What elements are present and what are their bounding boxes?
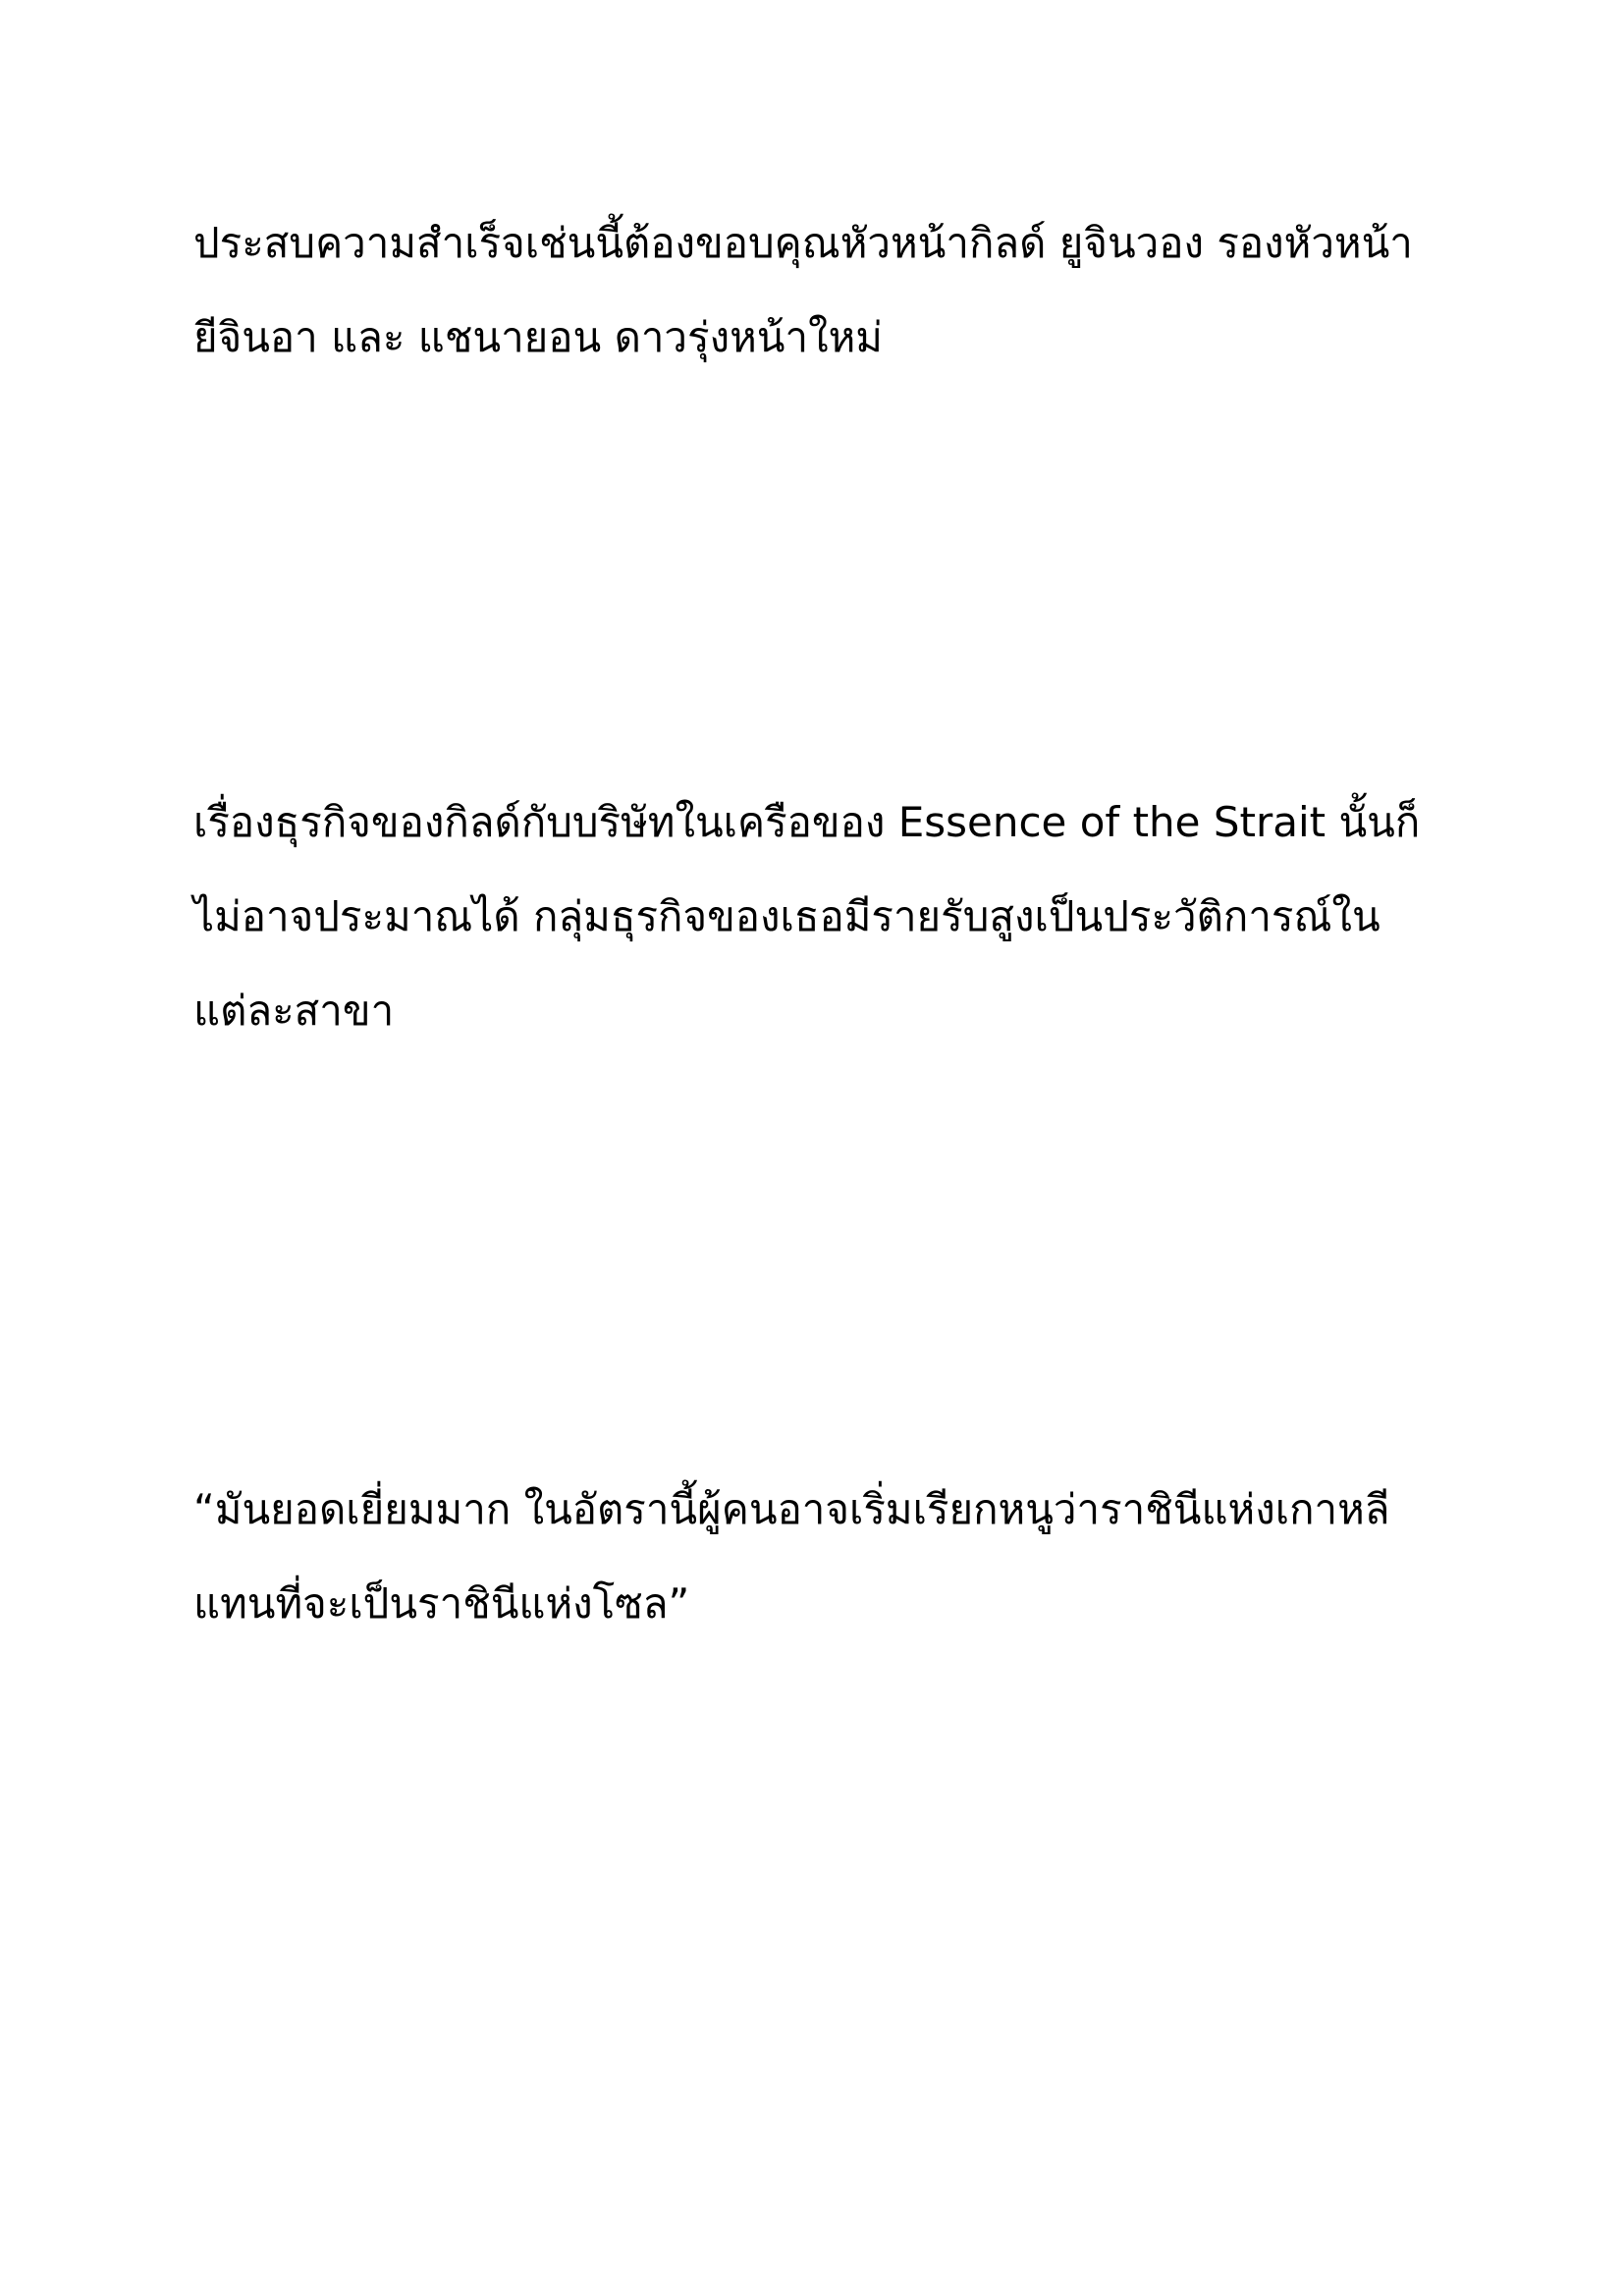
paragraph-line: แทนที่จะเป็นราชินีแห่งโซล” [193,1579,690,1628]
paragraph-line: ประสบความสำเร็จเช่นนี้ต้องขอบคุณหัวหน้ากิลด์ ยูจินวอง รองหัวหน้า [193,219,1413,267]
paragraph-line: ยีจินอา และ แชนายอน ดาวรุ่งหน้าใหม่ [193,313,883,361]
paragraph-line: แต่ละสาขา [193,987,395,1035]
paragraph-3 [193,1463,1470,1651]
paragraph-1 [193,196,1470,385]
paragraph-line: เรื่องธุรกิจของกิลด์กับบริษัทในเครือของ Essence of the Strait นั้นก็ [193,798,1421,846]
paragraph-line: ไม่อาจประมาณได้ กลุ่มธุรกิจของเธอมีรายรับสูงเป็นประวัติการณ์ใน [193,892,1380,940]
paragraph-line: “มันยอดเยี่ยมมาก ในอัตรานี้ผู้คนอาจเริ่มเรียกหนูว่าราชินีแห่งเกาหลี [193,1485,1390,1533]
paragraph-2 [193,775,1470,1058]
